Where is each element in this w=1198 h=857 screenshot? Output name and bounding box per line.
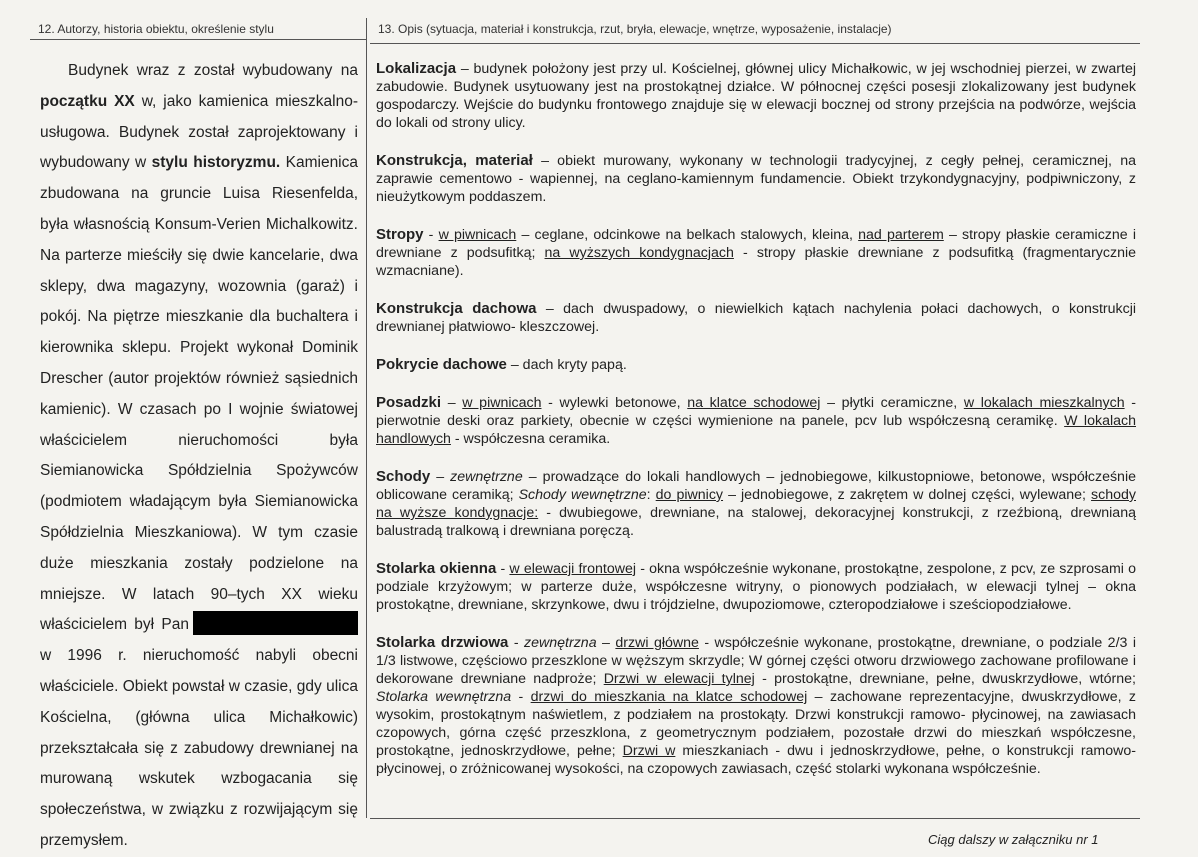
history-text	[40, 56, 358, 857]
section-posadzki: Posadzki – w piwnicach - wylewki betonowe, na klatce schodowej – płytki ceramiczne, w lokalach mieszkalnych - pierwotnie deski oraz parkiety, obecnie w części wymienione na panele, pcv lub współczesną ceramikę. W lokalach handlowych - współczesna ceramika.	[376, 394, 1137, 447]
section-konstrukcja-dachowa: Konstrukcja dachowa – dach dwuspadowy, o niewielkich kątach nachylenia połaci dachowych, o konstrukcji drewnianej płatwiowo- kleszczowej.	[376, 300, 1137, 335]
section-13-header	[370, 0, 1140, 40]
header-underline-right	[370, 43, 1140, 44]
bottom-rule	[370, 818, 1140, 819]
section-stolarka-okienna: Stolarka okienna - w elewacji frontowej - okna współcześnie wykonane, prostokątne, zespolone, z pcv, ze szprosami o podziale krzyżowym; w parterze duże, współczesne witryny, o pionowych podziałach, w elewacji tylnej – okna prostokątne, drewniane, skrzynkowe, dwu i trójdzielne, dwupoziomowe, czteropodziałowe i sześciopodziałowe.	[376, 560, 1137, 613]
history-paragraph: Budynek wraz z został wybudowany na początku XX w, jako kamienica mieszkalno-usługowa. Budynek został zaprojektowany i wybudowany w stylu historyzmu. Kamienica zbudowana na gruncie Luisa Riesenfelda, była własnością Konsum-Verien Michalkowitz. Na parterze mieściły się dwie kancelarie, dwa sklepy, dwa magazyny, wozownia (garaż) i pokój. Na piętrze mieszkanie dla buchaltera i kierownika sklepu. Projekt wykonał Dominik Drescher (autor projektów również sąsiednich kamienic). W czasach po I wojnie światowej właścicielem nieruchomości była Siemianowicka Spółdzielnia Spożywców (podmiotem władającym była Siemianowicka Spółdzielnia Mieszkaniowa). W tym czasie duże mieszkania zostały podzielone na mniejsze. W latach 90–tych XX wieku właścicielem był Pan w 1996 r. nieruchomość nabyli obecni właściciele. Obiekt powstał w czasie, gdy ulica Kościelna, (główna ulica Michałkowic) przekształcała się z zabudowy drewnianej na murowaną wskutek wzbogacania się społeczeństwa, w związku z rozwijającym się przemysłem.	[40, 62, 358, 849]
section-schody: Schody – zewnętrzne – prowadzące do lokali handlowych – jednobiegowe, kilkustopniowe, betonowe, współcześnie oblicowane ceramiką; Schody wewnętrzne: do piwnicy – jednobiegowe, z zakrętem w dolnej części, wylewane; schody na wyższe kondygnacje: - dwubiegowe, drewniane, na stalowej, dekoracyjnej konstrukcji, z rzeźbioną, drewnianą balustradą tralkową i drewniana poręczą.	[376, 468, 1136, 539]
section-12-title: 12. Autorzy, historia obiektu, określenie stylu	[38, 22, 274, 36]
column-divider	[366, 18, 367, 818]
header-underline-left	[30, 39, 366, 40]
section-12-header	[30, 0, 362, 40]
redaction-bar	[193, 611, 358, 635]
section-13-title: 13. Opis (sytuacja, materiał i konstrukcja, rzut, bryła, elewacje, wnętrze, wyposażenie, instalacje)	[378, 22, 892, 36]
description-text	[376, 60, 1136, 798]
section-lokalizacja: Lokalizacja – budynek położony jest przy ul. Kościelnej, głównej ulicy Michałkowic, w jej wschodniej pierzei, w zwartej zabudowie. Budynek usytuowany jest na prostokątnej działce. W północnej części posesji zlokalizowany jest budynek gospodarczy. Wejście do budynku frontowego znajduje się w elewacji bocznej od strony przejścia na podwórze, wejścia do lokali od strony ulicy.	[376, 60, 1136, 131]
continuation-note: Ciąg dalszy w załączniku nr 1	[928, 832, 1099, 847]
section-stropy: Stropy - w piwnicach – ceglane, odcinkowe na belkach stalowych, kleina, nad parterem – stropy płaskie ceramiczne i drewniane z podsufitką; na wyższych kondygnacjach - stropy płaskie drewniane z podsufitką (fragmentarycznie wzmacniane).	[376, 226, 1137, 279]
section-konstrukcja: Konstrukcja, materiał – obiekt murowany, wykonany w technologii tradycyjnej, z cegły pełnej, ceramicznej, na zaprawie cementowo - wapiennej, na ceglano-kamiennym fundamencie. Obiekt trzykondygnacyjny, podpiwniczony, z nieużytkowym poddaszem.	[376, 152, 1136, 205]
section-stolarka-drzwiowa: Stolarka drzwiowa - zewnętrzna – drzwi główne - współcześnie wykonane, prostokątne, drewniane, o podziale 2/3 i 1/3 listwowe, częściowo przeszklone w węższym skrzydle; W górnej części otworu drzwiowego zachowane profilowane i dekorowane drewniane nadproże; Drzwi w elewacji tylnej - prostokątne, drewniane, pełne, dwuskrzydłowe, wtórne; Stolarka wewnętrzna - drzwi do mieszkania na klatce schodowej – zachowane reprezentacyjne, dwuskrzydłowe, z wysokim, prostokątnym naświetlem, z podziałem na prostokąty. Drzwi konstrukcji ramowo- płycinowej, na zawiasach czopowych, górna część przeszklona, z geometrycznym podziałem, pozostałe drzwi do mieszkań współczesne, prostokątne, jednoskrzydłowe, pełne; Drzwi w mieszkaniach - dwu i jednoskrzydłowe, pełne, o konstrukcji ramowo- płycinowej, o zróżnicowanej wysokości, na czopowych zawiasach, część stolarki wykonana współcześnie.	[376, 634, 1137, 777]
section-pokrycie-dachowe: Pokrycie dachowe – dach kryty papą.	[376, 356, 627, 373]
